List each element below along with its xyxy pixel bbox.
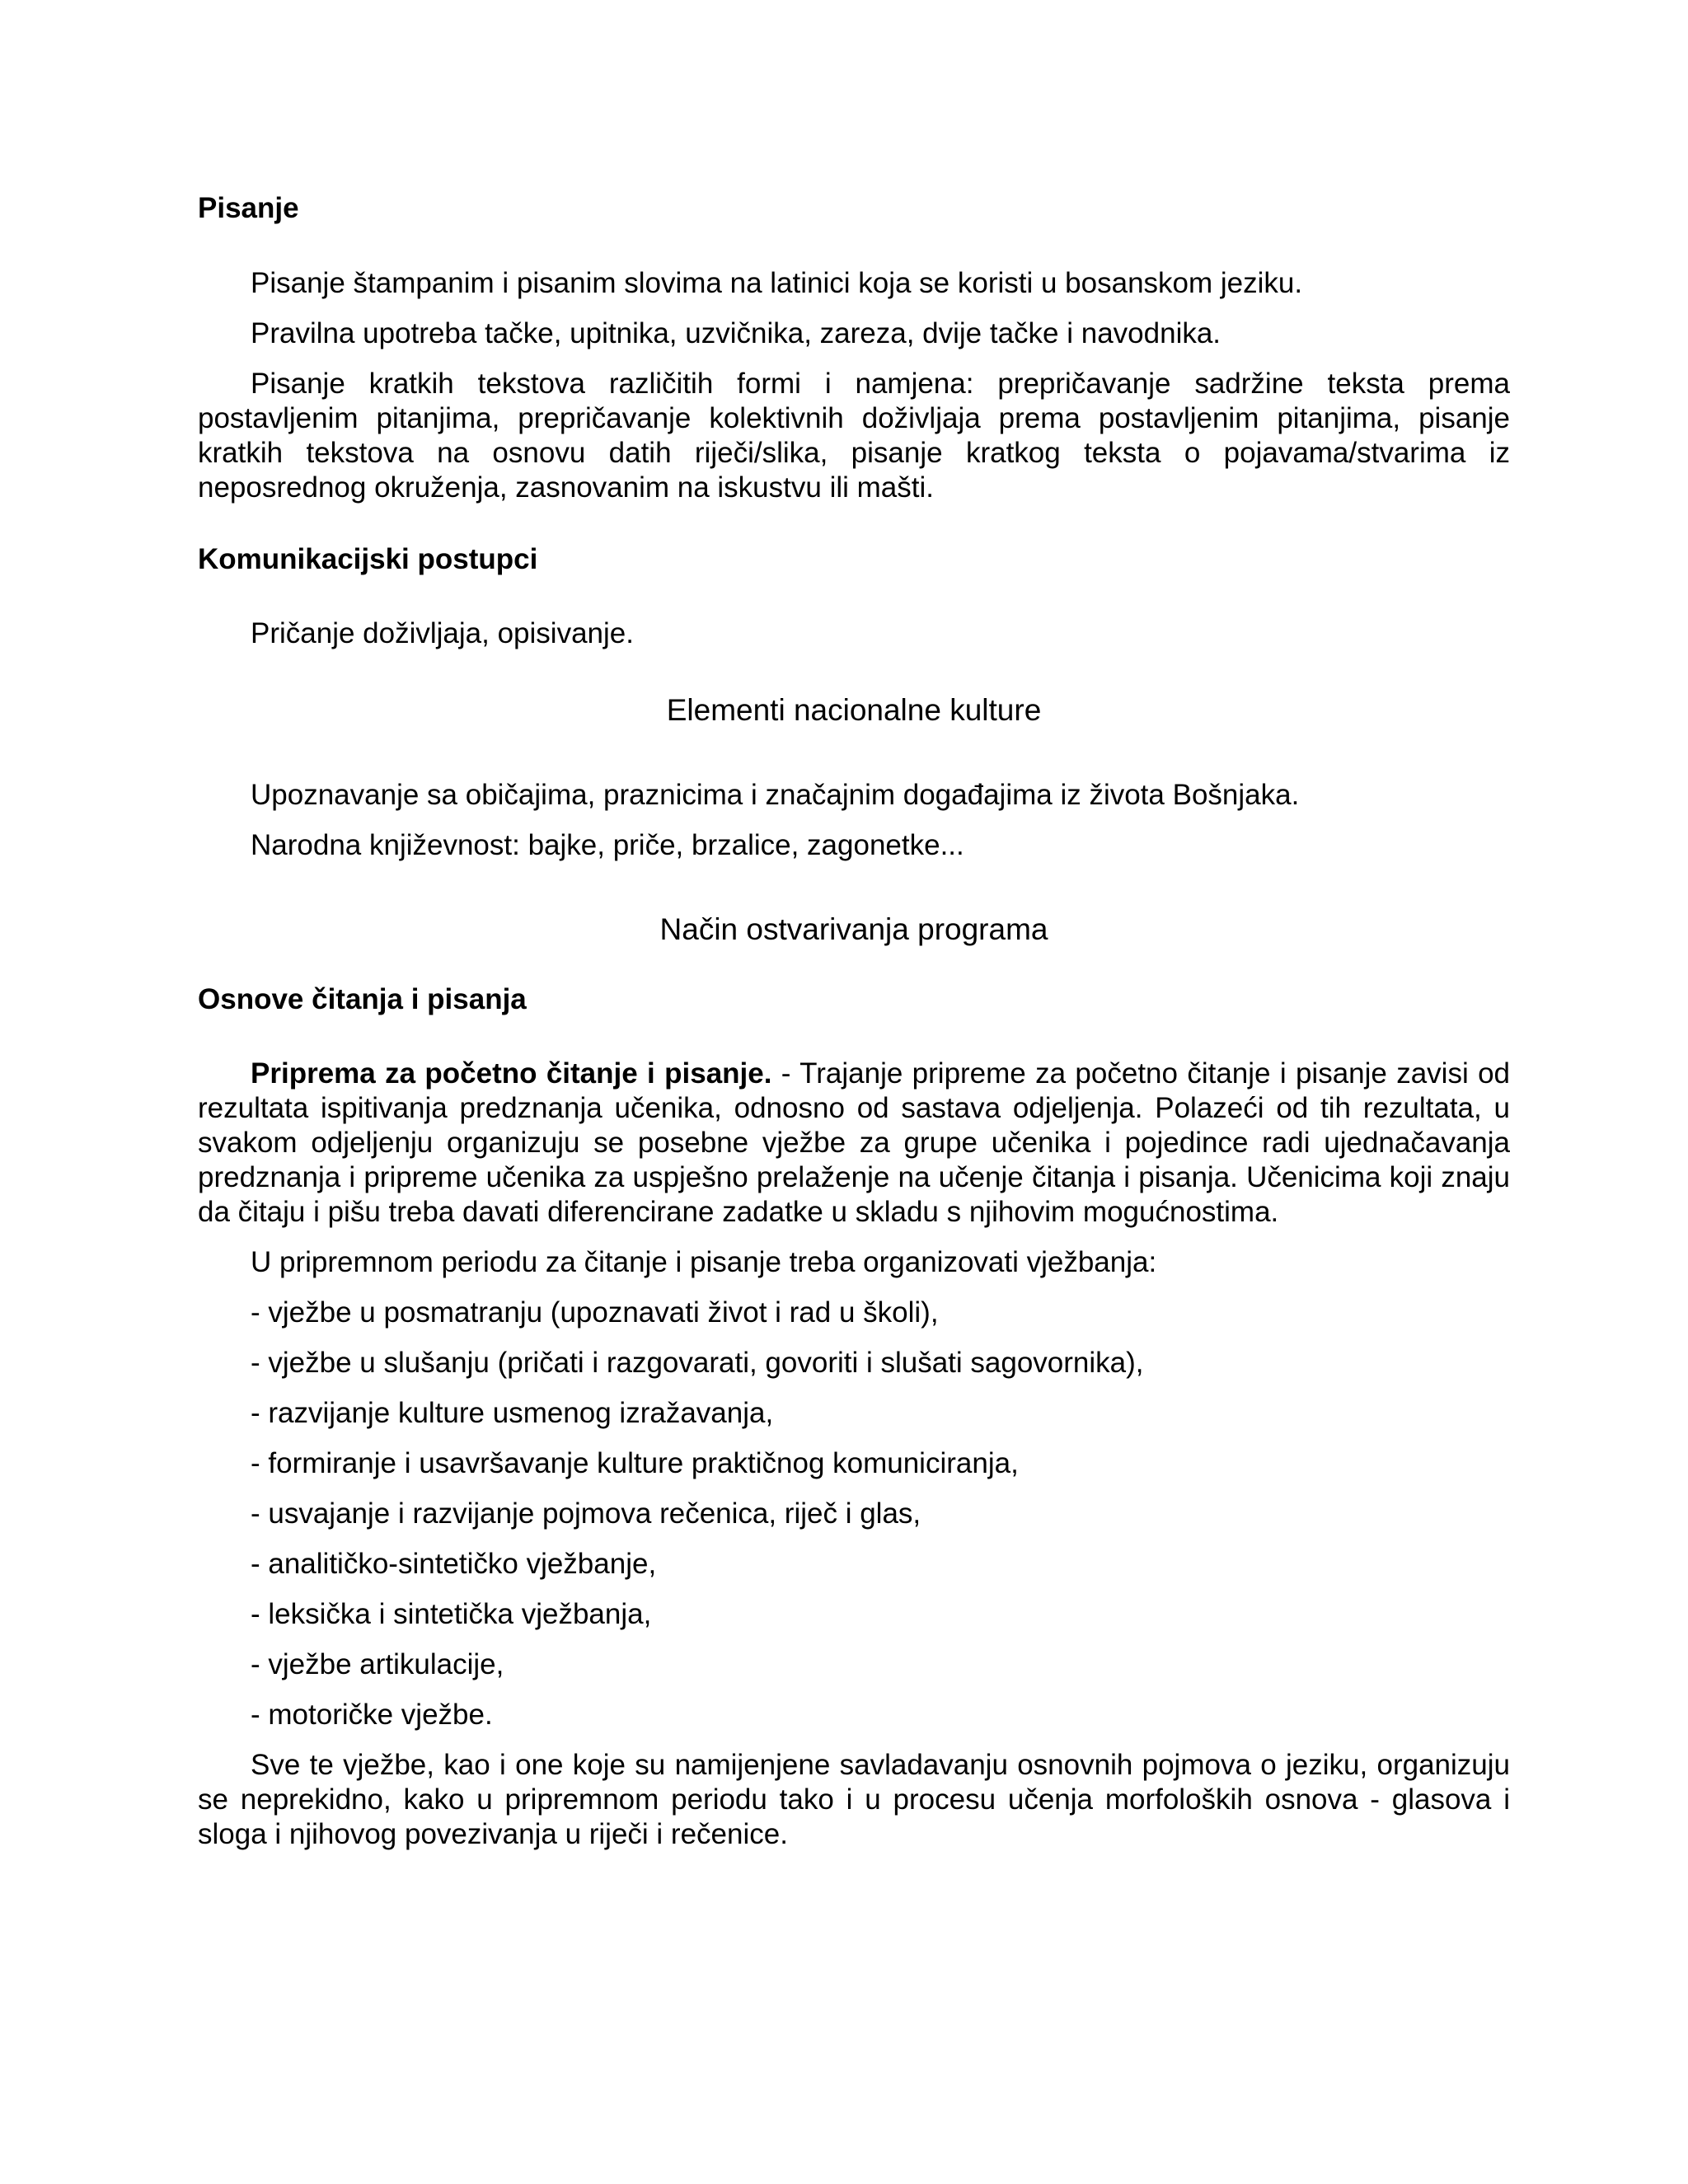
paragraph-osnove-3: Sve te vježbe, kao i one koje su namijenjene savladavanju osnovnih pojmova o jeziku, organizuju se neprekidno, kako u pripremnom periodu tako i u procesu učenja morfoloških osnova - glasova i sloga i njihovog povezivanja u riječi i rečenice. bbox=[198, 1749, 1510, 1850]
heading-kultura: Elementi nacionalne kulture bbox=[666, 693, 1042, 727]
paragraph-osnove-1 bbox=[198, 1057, 1510, 1230]
list-item: - motoričke vježbe. bbox=[251, 1699, 493, 1731]
list-item: - razvijanje kulture usmenog izražavanja, bbox=[251, 1397, 774, 1429]
document-page bbox=[198, 191, 1510, 1852]
heading-osnove: Osnove čitanja i pisanja bbox=[198, 983, 527, 1015]
heading-komunikacija: Komunikacijski postupci bbox=[198, 543, 538, 575]
paragraph-kultura-1: Upoznavanje sa običajima, praznicima i značajnim događajima iz života Bošnjaka. bbox=[251, 779, 1300, 811]
paragraph-osnove-1-body: - Trajanje pripreme za početno čitanje i pisanje zavisi od rezultata ispitivanja predznanja učenika, odnosno od sastava odjeljenja. Polazeći od tih rezultata, u svakom odjeljenju organizuju se posebne vježbe za grupe učenika i pojedince radi ujednačavanja predznanja i pripreme učenika za uspješno prelaženje na učenje čitanja i pisanja. Učenicima koji znaju da čitaju i pišu treba davati diferencirane zadatke u skladu s njihovim mogućnostima. bbox=[198, 1057, 1510, 1228]
paragraph-pisanje-3: Pisanje kratkih tekstova različitih formi i namjena: prepričavanje sadržine teksta prema postavljenim pitanjima, prepričavanje kolektivnih doživljaja prema postavljenim pitanjima, pisanje kratkih tekstova na osnovu datih riječi/slika, pisanje kratkog teksta o pojavama/stvarima iz neposrednog okruženja, zasnovanim na iskustvu ili mašti. bbox=[198, 368, 1510, 504]
list-item: - formiranje i usavršavanje kulture praktičnog komuniciranja, bbox=[251, 1447, 1019, 1479]
paragraph-osnove-2: U pripremnom periodu za čitanje i pisanje treba organizovati vježbanja: bbox=[251, 1246, 1157, 1278]
paragraph-pisanje-2: Pravilna upotreba tačke, upitnika, uzvičnika, zareza, dvije tačke i navodnika. bbox=[251, 317, 1221, 349]
list-item: - leksička i sintetička vježbanja, bbox=[251, 1598, 652, 1630]
list-item: - vježbe artikulacije, bbox=[251, 1648, 504, 1680]
paragraph-kultura-2: Narodna književnost: bajke, priče, brzalice, zagonetke... bbox=[251, 829, 964, 861]
list-item: - vježbe u posmatranju (upoznavati život i rad u školi), bbox=[251, 1296, 939, 1329]
heading-nacin: Način ostvarivanja programa bbox=[659, 912, 1048, 946]
list-item: - usvajanje i razvijanje pojmova rečenica, riječ i glas, bbox=[251, 1497, 921, 1530]
paragraph-osnove-1-lead: Priprema za početno čitanje i pisanje. bbox=[251, 1057, 772, 1090]
paragraph-pisanje-1: Pisanje štampanim i pisanim slovima na latinici koja se koristi u bosanskom jeziku. bbox=[251, 267, 1303, 299]
heading-pisanje: Pisanje bbox=[198, 192, 299, 224]
list-item: - analitičko-sintetičko vježbanje, bbox=[251, 1548, 657, 1580]
list-item: - vježbe u slušanju (pričati i razgovarati, govoriti i slušati sagovornika), bbox=[251, 1347, 1144, 1379]
paragraph-komunikacija-1: Pričanje doživljaja, opisivanje. bbox=[251, 617, 634, 649]
